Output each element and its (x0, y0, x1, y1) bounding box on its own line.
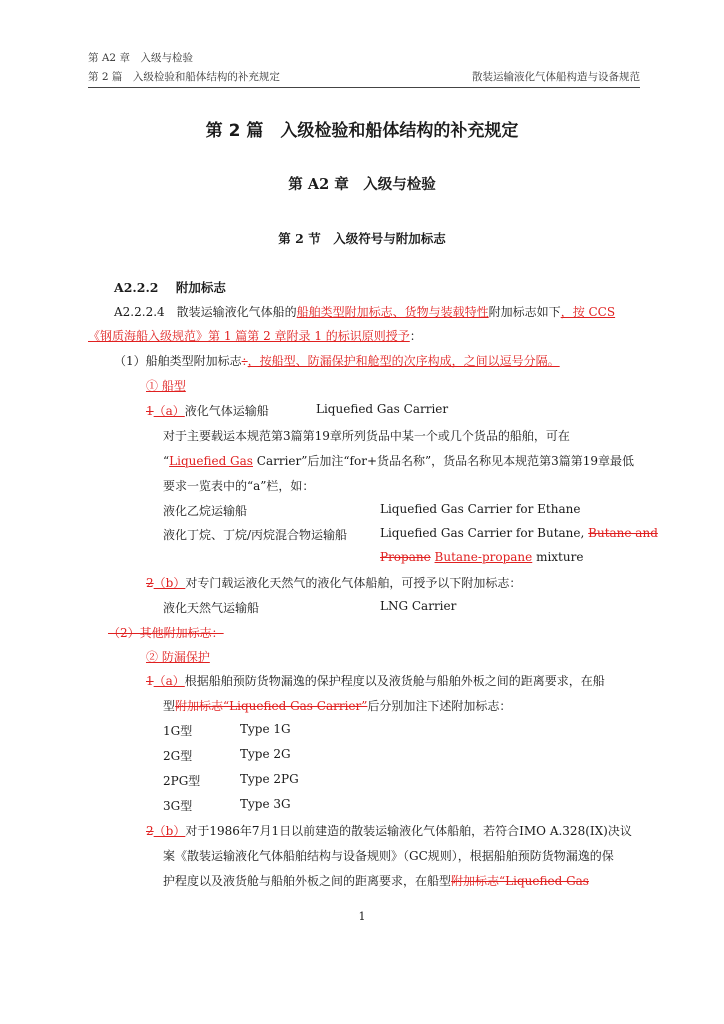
deleted-text: Propane (380, 550, 431, 564)
deleted-text: ： (241, 354, 248, 368)
item-leak-a-line-2 (163, 697, 511, 714)
type-en: Type 2PG (240, 772, 299, 786)
sub-heading-leak-protection: ② 防漏保护 (146, 650, 210, 664)
text: 型 (163, 699, 176, 713)
item-leak-b-line-3 (163, 872, 589, 889)
paragraph-line (88, 327, 422, 344)
subsection-number: A2.2.2 (114, 280, 159, 295)
text: Carrier”后加注“for+货品名称”，货品名称见本规范第3篇第19章最低 (252, 454, 635, 468)
deleted-text: Butane and (588, 526, 658, 540)
inserted-text: （a） (153, 404, 185, 418)
inserted-text: 《钢质海船入级规范》第 1 篇第 2 章附录 1 的标识原则授予 (88, 329, 410, 343)
example-en: Liquefied Gas Carrier for Ethane (380, 502, 581, 516)
subsection-heading (114, 278, 226, 296)
desc-line-3: 要求一览表中的“a”栏，如： (163, 479, 315, 493)
text: “ (163, 454, 170, 468)
inserted-text: Butane-propane (434, 550, 533, 564)
text: 对于1986年7月1日以前建造的散装运输液化气体船舶，若符合IMO A.328(IX)决议 (185, 824, 632, 838)
header-part: 第 2 篇 入级检验和船体结构的补充规定 (88, 71, 280, 83)
text: 根据船舶预防货物漏逸的保护程度以及液货舱与船舶外板之间的距离要求，在船 (184, 674, 605, 688)
inserted-text: （a） (153, 674, 185, 688)
header-rule (88, 87, 640, 88)
type-cn: 2PG型 (163, 774, 201, 788)
inserted-text: （b） (153, 824, 186, 838)
item-a (146, 402, 269, 419)
item-leak-a (146, 672, 605, 689)
type-cn: 2G型 (163, 749, 193, 763)
deleted-item-2: （2）其他附加标志： (108, 626, 224, 640)
example-en (380, 526, 658, 540)
inserted-text: Liquefied Gas (169, 454, 253, 468)
deleted-text: 2 (146, 576, 154, 590)
text: mixture (532, 550, 584, 564)
item-leak-b (146, 822, 632, 839)
sub-heading-ship-type: ① 船型 (146, 379, 186, 393)
type-cn: 3G型 (163, 799, 193, 813)
inserted-text: ，按 CCS (560, 305, 616, 319)
inserted-text: （b） (153, 576, 186, 590)
text: 对专门载运液化天然气的液化气体船舶，可授予以下附加标志： (185, 576, 522, 590)
text: Liquefied Gas Carrier for Butane, (380, 526, 589, 540)
example-en: LNG Carrier (380, 599, 457, 613)
item-a-english: Liquefied Gas Carrier (316, 402, 449, 416)
type-en: Type 2G (240, 747, 291, 761)
item-b (146, 574, 521, 591)
chapter-title: 第 A2 章 入级与检验 (288, 176, 436, 193)
type-cn: 1G型 (163, 724, 193, 738)
header-chapter: 第 A2 章 入级与检验 (88, 52, 193, 64)
text: 后分别加注下述附加标志： (367, 699, 512, 713)
page-title: 第 2 篇 入级检验和船体结构的补充规定 (205, 121, 519, 141)
text: 护程度以及液货舱与船舶外板之间的距离要求，在船型 (163, 874, 452, 888)
deleted-text: 1 (146, 404, 154, 418)
deleted-text: 2 (146, 824, 154, 838)
inserted-text: 船舶类型附加标志、货物与装载特性 (296, 305, 489, 319)
text: （1）船舶类型附加标志 (114, 354, 242, 368)
page-number: 1 (358, 910, 366, 923)
example-en-cont (380, 550, 583, 564)
text: 液化气体运输船 (184, 404, 269, 418)
paragraph-line (114, 303, 615, 320)
deleted-text: 1 (146, 674, 154, 688)
subsection-title: 附加标志 (175, 280, 226, 295)
deleted-text: 附加标志“Liquefied Gas (451, 874, 589, 888)
header-right: 散装运输液化气体船构造与设备规范 (472, 71, 640, 83)
desc-line-1: 对于主要载运本规范第3篇第19章所列货品中某一个或几个货品的船舶，可在 (163, 429, 570, 443)
example-cn: 液化丁烷、丁烷/丙烷混合物运输船 (163, 528, 348, 542)
item-leak-b-line-2: 案《散装运输液化气体船舶结构与设备规则》（GC规则），根据船舶预防货物漏逸的保 (163, 849, 614, 863)
text: ： (409, 329, 422, 343)
section-title: 第 2 节 入级符号与附加标志 (278, 231, 446, 246)
deleted-text: 附加标志“Liquefied Gas Carrier” (175, 699, 368, 713)
type-en: Type 3G (240, 797, 291, 811)
desc-line-2 (163, 452, 634, 469)
example-cn: 液化天然气运输船 (163, 601, 260, 615)
text: A2.2.2.4 散装运输液化气体船的 (114, 305, 297, 319)
example-cn: 液化乙烷运输船 (163, 504, 248, 518)
inserted-text: ，按船型、防漏保护和舱型的次序构成，之间以逗号分隔。 (247, 354, 560, 368)
text: 附加标志如下 (488, 305, 561, 319)
type-en: Type 1G (240, 722, 291, 736)
item-1 (114, 352, 560, 369)
